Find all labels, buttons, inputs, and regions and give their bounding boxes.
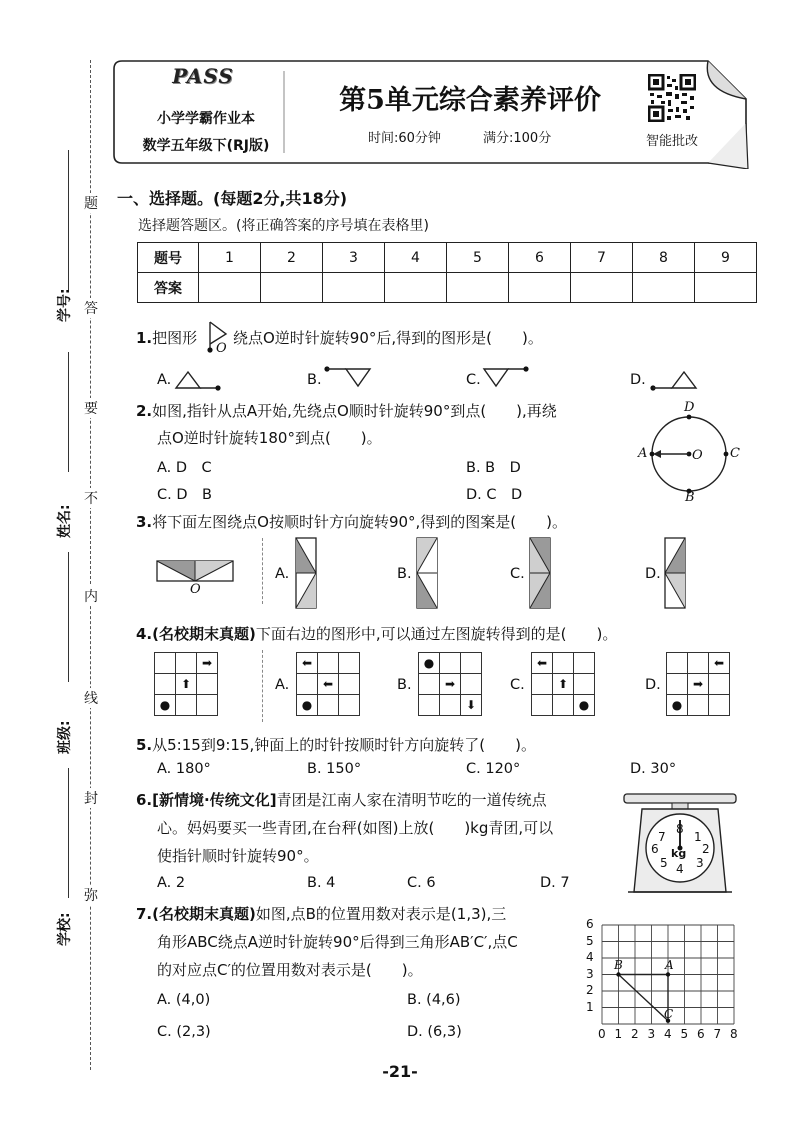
seal-char: 不 — [84, 488, 98, 508]
option-b[interactable]: B. — [397, 566, 412, 582]
arrow-up-icon: ⬆ — [553, 674, 574, 695]
answer-cell[interactable] — [447, 273, 509, 303]
grid-point — [666, 972, 670, 976]
point-label: O — [216, 341, 227, 356]
qr-caption: 智能批改 — [645, 134, 698, 149]
name-label: 姓名: — [57, 504, 73, 538]
arrow-left-icon: ⬅ — [532, 653, 553, 674]
series-name: 小学学霸作业本 — [157, 111, 255, 127]
fill-line[interactable] — [68, 150, 69, 290]
point-label: A — [665, 958, 674, 972]
question-text: 角形ABC绕点A逆时针旋转90°后得到三角形AB′C′,点C — [157, 933, 518, 951]
dot-icon: ● — [419, 653, 440, 674]
option-a[interactable]: A. 2 — [157, 875, 186, 891]
student-id-label: 学号: — [57, 288, 73, 322]
y-tick-label: 6 — [586, 917, 594, 931]
question-number: 6. — [136, 791, 153, 809]
option-d-figure — [666, 652, 730, 716]
answer-cell[interactable] — [571, 273, 633, 303]
question-text: 点O逆时针旋转180°到点( )。 — [157, 429, 382, 447]
dial-number: 1 — [694, 830, 702, 844]
question-number-cell: 7 — [571, 243, 633, 273]
brand-logo: PASS — [172, 64, 234, 88]
dial-number: 5 — [660, 856, 668, 870]
answer-cell[interactable] — [199, 273, 261, 303]
x-tick-label: 1 — [614, 1027, 623, 1041]
answer-cell[interactable] — [695, 273, 757, 303]
question-number: 3. — [136, 513, 153, 531]
arrow-left-icon: ⬅ — [297, 653, 318, 674]
option-d[interactable]: D. — [630, 372, 646, 388]
seal-char: 内 — [84, 586, 98, 606]
option-a-figure — [296, 652, 360, 716]
y-tick-label: 4 — [586, 950, 594, 964]
option-c[interactable]: C. (2,3) — [157, 1024, 211, 1040]
y-tick-label: 1 — [586, 999, 594, 1014]
option-a[interactable]: A. — [275, 677, 290, 693]
option-a-figure — [294, 537, 320, 611]
point-label: B — [614, 958, 623, 972]
class-label: 班级: — [57, 720, 73, 754]
question-text: 如图,指针从点A开始,先绕点O顺时针旋转90°到点( ),再绕 — [152, 402, 557, 420]
divider — [262, 538, 263, 604]
option-d-figure — [663, 537, 689, 611]
page-number: -21- — [382, 1062, 418, 1081]
section-heading: 一、选择题。(每题2分,共18分) — [117, 189, 348, 208]
question-number: 7. — [136, 905, 153, 923]
question-text: 绕点O逆时针旋转90°后,得到的图形是( )。 — [233, 329, 543, 347]
dot-icon: ● — [155, 695, 176, 716]
dial-number: 6 — [651, 842, 659, 856]
option-d-figure — [648, 366, 700, 392]
option-c-figure — [531, 652, 595, 716]
option-a[interactable]: A. — [157, 372, 172, 388]
dial-number: 4 — [676, 862, 684, 876]
x-tick-label: 5 — [680, 1027, 689, 1041]
option-c[interactable]: C. — [510, 677, 525, 693]
x-tick-label: 2 — [631, 1027, 639, 1041]
answer-table — [137, 242, 757, 303]
grid-point — [616, 972, 620, 976]
question-number: 2. — [136, 402, 153, 420]
question-text: 心。妈妈要买一些青团,在台秤(如图)上放( )kg青团,可以 — [157, 819, 554, 837]
x-tick-label: 4 — [664, 1027, 672, 1041]
question-text: 将下面左图绕点O按顺时针方向旋转90°,得到的图案是( )。 — [152, 513, 568, 531]
option-c[interactable]: C. 120° — [466, 761, 521, 777]
arrow-right-icon: ➡ — [197, 653, 218, 674]
dot-icon: ● — [297, 695, 318, 716]
source-grid — [154, 652, 218, 716]
option-b[interactable]: B. — [397, 677, 412, 693]
point-label: C — [730, 446, 740, 461]
question-text: 的对应点C′的位置用数对表示是( )。 — [157, 961, 423, 979]
question-tag: [新情境·传统文化] — [152, 791, 277, 809]
answer-cell[interactable] — [385, 273, 447, 303]
dot-icon: ● — [667, 695, 688, 716]
option-b[interactable]: B. — [307, 372, 322, 388]
y-tick-label: 3 — [586, 966, 594, 981]
answer-cell[interactable] — [509, 273, 571, 303]
question-number-cell: 6 — [509, 243, 571, 273]
book-name: 数学五年级下(RJ版) — [142, 138, 270, 154]
question-number-cell: 3 — [323, 243, 385, 273]
qr-code-icon[interactable] — [648, 74, 696, 122]
question-text: 如图,点B的位置用数对表示是(1,3),三 — [255, 905, 507, 923]
option-b-figure — [415, 537, 441, 611]
question-number-cell: 8 — [633, 243, 695, 273]
dial-number: 8 — [676, 822, 684, 836]
arrow-right-icon: ➡ — [688, 674, 709, 695]
option-b[interactable]: B. 4 — [307, 875, 336, 891]
arrow-left-icon: ⬅ — [318, 674, 339, 695]
question-number-cell: 9 — [695, 243, 757, 273]
dial-number: 7 — [658, 830, 666, 844]
question-text: 把图形 — [152, 329, 198, 347]
question-number: 4. — [136, 625, 153, 643]
option-d[interactable]: D. — [645, 677, 661, 693]
question-number-cell: 2 — [261, 243, 323, 273]
x-tick-label: 7 — [713, 1027, 722, 1041]
option-b[interactable]: B. 150° — [307, 761, 362, 777]
x-tick-label: 0 — [598, 1027, 606, 1041]
seal-char: 封 — [84, 788, 98, 808]
option-b[interactable]: B. (4,6) — [407, 992, 461, 1008]
y-tick-label: 5 — [586, 933, 594, 948]
page-title: 第5单元综合素养评价 — [339, 85, 601, 116]
y-tick-label: 2 — [586, 983, 594, 997]
option-b-figure — [322, 364, 374, 390]
question-text: 下面右边的图形中,可以通过左图旋转得到的是( )。 — [255, 625, 618, 643]
option-d[interactable]: D. C D — [466, 487, 523, 503]
option-a[interactable]: A. (4,0) — [157, 992, 211, 1008]
answer-cell[interactable] — [323, 273, 385, 303]
question-number: 1. — [136, 329, 153, 347]
fill-line[interactable] — [68, 552, 69, 682]
question-number: 5. — [136, 736, 153, 754]
option-c[interactable]: C. 6 — [407, 875, 436, 891]
option-d[interactable]: D. — [645, 566, 661, 582]
dial-number: 2 — [702, 842, 710, 856]
point-label: D — [684, 400, 695, 415]
divider — [262, 650, 263, 722]
option-c[interactable]: C. — [510, 566, 525, 582]
arrow-down-icon: ⬇ — [461, 695, 482, 716]
option-d[interactable]: D. (6,3) — [407, 1024, 462, 1040]
point-label: C — [664, 1007, 674, 1021]
question-tag: (名校期末真题) — [152, 905, 256, 923]
seal-char: 要 — [84, 398, 98, 418]
school-label: 学校: — [57, 912, 73, 946]
full-score: 满分:100分 — [483, 131, 552, 146]
question-text: 青团是江南人家在清明节吃的一道传统点 — [276, 791, 547, 809]
table-row — [138, 243, 757, 273]
seal-char: 答 — [84, 298, 98, 318]
question-text: 使指针顺时针旋转90°。 — [157, 847, 319, 865]
time-limit: 时间:60分钟 — [368, 131, 441, 146]
option-a-figure — [174, 366, 226, 392]
table-row — [138, 273, 757, 303]
seal-char: 弥 — [84, 885, 98, 905]
option-a[interactable]: A. 180° — [157, 761, 211, 777]
fill-line[interactable] — [68, 768, 69, 898]
table-header-cell: 题号 — [138, 243, 199, 273]
dial-unit: kg — [671, 847, 687, 860]
seal-char: 线 — [84, 688, 98, 708]
platform-scale-figure — [620, 790, 740, 896]
option-c-figure — [482, 364, 534, 390]
option-b-figure — [418, 652, 482, 716]
point-label: B — [685, 490, 695, 505]
option-c[interactable]: C. D B — [157, 487, 212, 503]
point-label: O — [190, 582, 201, 597]
section-instruction: 选择题答题区。(将正确答案的序号填在表格里) — [138, 218, 429, 234]
dot-icon: ● — [574, 695, 595, 716]
arrow-up-icon: ⬆ — [176, 674, 197, 695]
option-b[interactable]: B. B D — [466, 460, 521, 476]
question-text: 从5:15到9:15,钟面上的时针按顺时针方向旋转了( )。 — [152, 736, 536, 754]
point-label: O — [692, 448, 703, 463]
dial-number: 3 — [696, 856, 704, 870]
option-a[interactable]: A. — [275, 566, 290, 582]
answer-cell[interactable] — [633, 273, 695, 303]
seal-char: 题 — [84, 193, 98, 213]
option-c[interactable]: C. — [466, 372, 481, 388]
arrow-left-icon: ⬅ — [709, 653, 730, 674]
question-tag: (名校期末真题) — [152, 625, 256, 643]
x-tick-label: 8 — [730, 1027, 738, 1041]
arrow-right-icon: ➡ — [440, 674, 461, 695]
option-d[interactable]: D. 7 — [540, 875, 570, 891]
option-a[interactable]: A. D C — [157, 460, 212, 476]
x-tick-label: 3 — [647, 1027, 656, 1041]
question-number-cell: 5 — [447, 243, 509, 273]
x-tick-label: 6 — [697, 1027, 705, 1041]
question-number-cell: 1 — [199, 243, 261, 273]
option-d[interactable]: D. 30° — [630, 761, 677, 777]
point-label: A — [638, 446, 648, 461]
table-header-cell: 答案 — [138, 273, 199, 303]
answer-cell[interactable] — [261, 273, 323, 303]
question-number-cell: 4 — [385, 243, 447, 273]
fill-line[interactable] — [68, 352, 69, 472]
option-c-figure — [528, 537, 554, 611]
